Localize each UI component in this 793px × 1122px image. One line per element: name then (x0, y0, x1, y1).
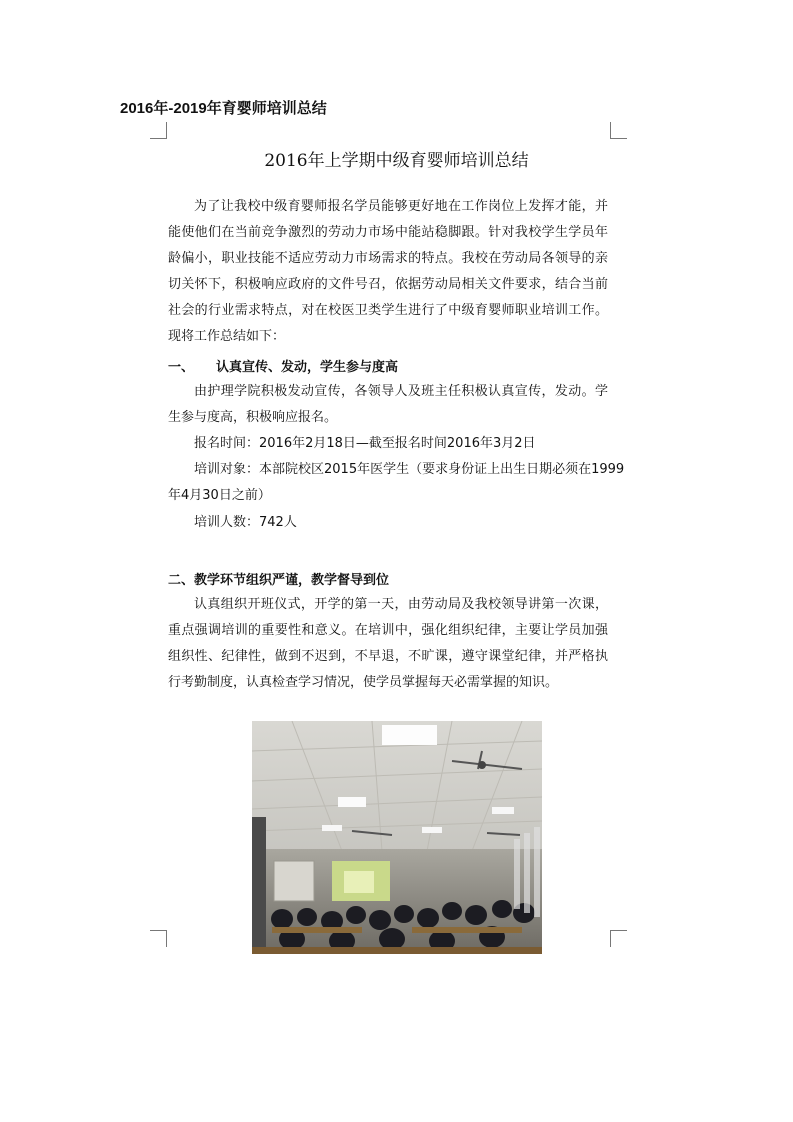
section1-heading-text: 认真宣传、发动，学生参与度高 (216, 360, 399, 375)
signup-time: 报名时间：2016年2月18日—截至报名时间2016年3月2日 (194, 436, 536, 451)
training-target-line2: 年4月30日之前） (168, 488, 271, 503)
section1-body: 由护理学院积极发动宣传，各领导人及班主任积极认真宣传，发动。学生参与度高，积极响应报名。 (168, 384, 608, 425)
section1-number: 一、 (168, 360, 195, 375)
section2-body: 认真组织开班仪式，开学的第一天，由劳动局及我校领导讲第一次课，重点强调培训的重要性和意义。在培训中，强化组织纪律，主要让学员加强组织性、纪律性，做到不迟到，不早退，不旷课，遵守课堂纪律，并严格执行考勤制度，认真检查学习情况，使学员掌握每天必需掌握的知识。 (168, 597, 608, 690)
classroom-photo (252, 721, 542, 954)
crop-mark-bottom-right (610, 930, 627, 947)
intro-paragraph: 为了让我校中级育婴师报名学员能够更好地在工作岗位上发挥才能，并能使他们在当前竞争激烈的劳动力市场中能站稳脚跟。针对我校学生学员年龄偏小，职业技能不适应劳动力市场需求的特点。我校在劳动局各领导的亲切关怀下，积极响应政府的文件号召，依据劳动局相关文件要求，结合当前社会的行业需求特点，对在校医卫类学生进行了中级育婴师职业培训工作。现将工作总结如下： (168, 199, 608, 344)
crop-mark-top-right (610, 122, 627, 139)
crop-mark-bottom-left (150, 930, 167, 947)
section1-heading (168, 356, 398, 375)
training-count: 培训人数：742人 (194, 515, 297, 530)
crop-mark-top-left (150, 122, 167, 139)
section2-heading: 二、教学环节组织严谨，教学督导到位 (168, 573, 390, 588)
document-title: 2016年上学期中级育婴师培训总结 (264, 151, 529, 171)
training-target-line1: 培训对象：本部院校区2015年医学生（要求身份证上出生日期必须在1999 (194, 462, 625, 477)
document-header: 2016年-2019年育婴师培训总结 (120, 100, 327, 117)
